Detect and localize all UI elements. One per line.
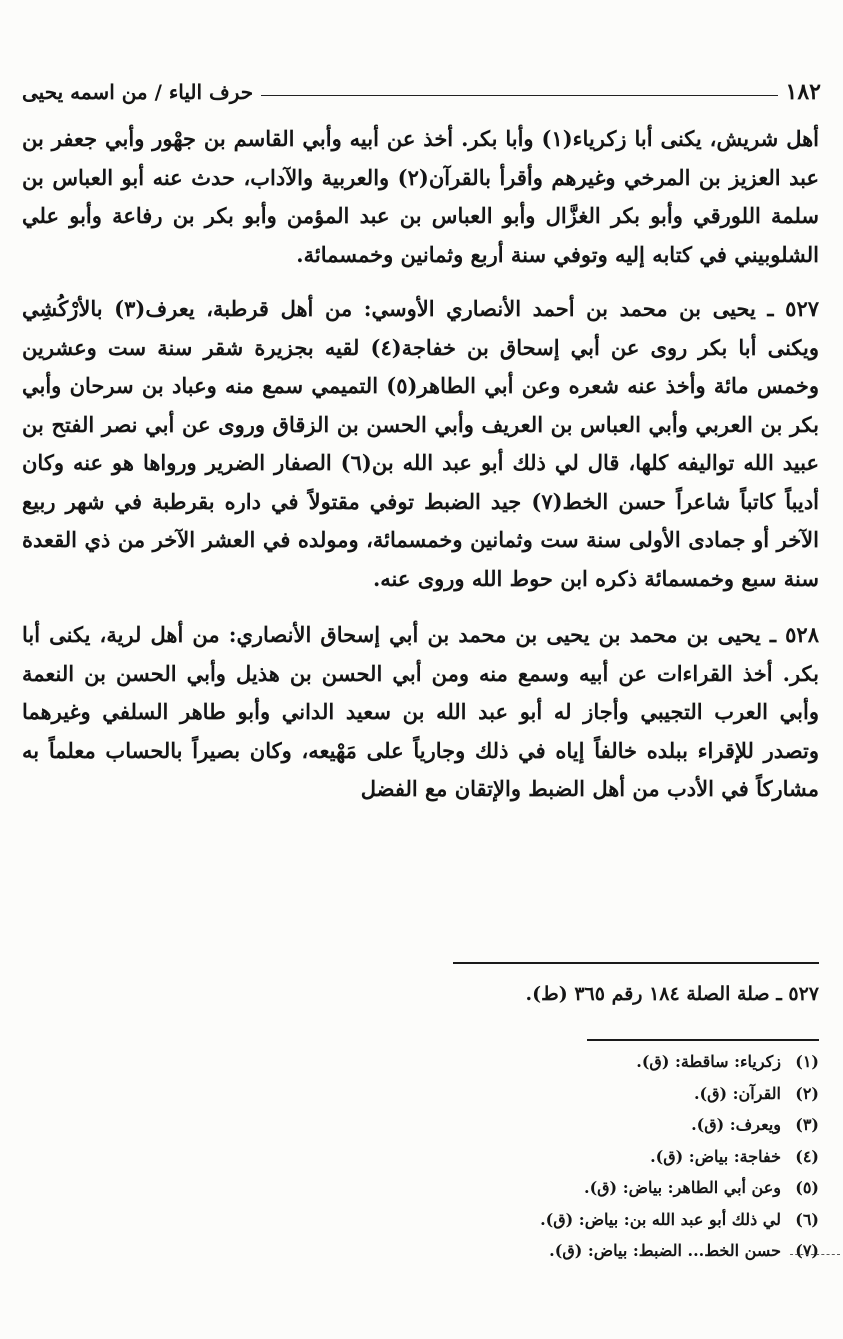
footnote (300, 1078, 819, 1110)
footnote (300, 1046, 819, 1078)
footnote-number: (٤) (795, 1146, 819, 1166)
footnote-number: (٢) (795, 1083, 819, 1103)
paragraph-text: أهل شريش، يكنى أبا زكرياء(١) وأبا بكر. أخذ عن أبيه وأبي القاسم بن جهْور وأبي جعفر بن عبد العزيز بن المرخي وغيرهم وأقرأ بالقرآن(٢) والعربية والآداب، حدث عنه أبو العباس بن سلمة اللورقي وأبو بكر الغزَّال وأبو العباس بن عبد المؤمن وأبو بكر بن رفاعة وأبو علي الشلوبيني في كتابه إليه وتوفي سنة أربع وثمانين وخمسمائة. (22, 126, 820, 267)
scan-artifact-line (790, 1254, 840, 1255)
paragraph-continuation (22, 120, 819, 274)
footnote-list (300, 1046, 819, 1267)
footnote-text: حسن الخط... الضبط: بياض: (ق). (549, 1241, 781, 1260)
footnote-number: (٥) (795, 1178, 819, 1197)
footnote-text: ويعرف: (ق). (691, 1115, 781, 1134)
running-title: حرف الياء / من اسمه يحيى (22, 80, 254, 104)
header-rule (261, 95, 777, 96)
footnote-text: زكرياء: ساقطة: (ق). (636, 1052, 781, 1071)
footnote-number: (٦) (795, 1209, 819, 1229)
footnote-number: (١) (795, 1052, 819, 1071)
page-number: ١٨٢ (785, 79, 821, 105)
entry-number: ٥٢٨ ـ (769, 622, 819, 647)
source-reference: ٥٢٧ ـ صلة الصلة ١٨٤ رقم ٣٦٥ (ط). (525, 983, 819, 1005)
paragraph-text: يحيى بن محمد بن يحيى بن محمد بن أبي إسحاق الأنصاري: من أهل لرية، يكنى أبا بكر. أخذ القراءات عن أبيه وسمع منه ومن أبي الحسن بن هذيل وأبي الحسن بن النعمة وأبي العرب التجيبي وأجاز له أبو عبد الله بن سعيد الداني وأبو طاهر السلفي وغيرهما وتصدر للإقراء ببلده خالفاً إياه في ذلك وجارياً على مَهْيعه، وكان بصيراً بالحساب معلماً به مشاركاً في الأدب من أهل الضبط والإتقان مع الفضل (22, 622, 819, 801)
footnote (300, 1204, 819, 1236)
entry-527 (22, 290, 819, 598)
running-header (22, 76, 821, 108)
paragraph-text: يحيى بن محمد بن أحمد الأنصاري الأوسي: من أهل قرطبة، يعرف(٣) بالأرْكُشِي ويكنى أبا بكر روى عن أبي إسحاق بن خفاجة(٤) لقيه بجزيرة شقر سنة ست وعشرين وخمس مائة وأخذ عنه شعره وعن أبي الطاهر(٥) التميمي سمع منه وعباد بن سرحان وأبي بكر بن العربي وأبي العباس بن العريف وأبي الحسن بن الزقاق وروى عن أبي نصر الفتح بن عبيد الله تواليفه كلها، قال لي ذلك أبو عبد الله بن(٦) الصفار الضرير ورواها هو عنه وكان أديباً كاتباً شاعراً حسن الخط(٧) جيد الضبط توفي مقتولاً في داره بقرطبة في شهر ربيع الآخر أو جمادى الأولى سنة ست وثمانين وخمسمائة، ومولده في العشر الآخر من ذي القعدة سنة سبع وخمسمائة ذكره ابن حوط الله وروى عنه. (22, 296, 820, 591)
notes-separator (587, 1039, 819, 1041)
footnote (300, 1109, 819, 1141)
entry-528 (22, 616, 819, 809)
footnote-text: وعن أبي الطاهر: بياض: (ق). (584, 1178, 781, 1197)
footnote-text: خفاجة: بياض: (ق). (650, 1146, 781, 1166)
footnote (300, 1172, 819, 1204)
footnote-text: لي ذلك أبو عبد الله بن: بياض: (ق). (540, 1209, 781, 1229)
footnote (300, 1235, 819, 1267)
footnote-number: (٧) (795, 1241, 819, 1260)
main-text (22, 120, 819, 809)
footnote (300, 1141, 819, 1173)
footnote-separator (453, 962, 819, 964)
footnote-number: (٣) (795, 1115, 819, 1134)
footnote-text: القرآن: (ق). (693, 1083, 781, 1103)
entry-number: ٥٢٧ ـ (767, 296, 820, 321)
